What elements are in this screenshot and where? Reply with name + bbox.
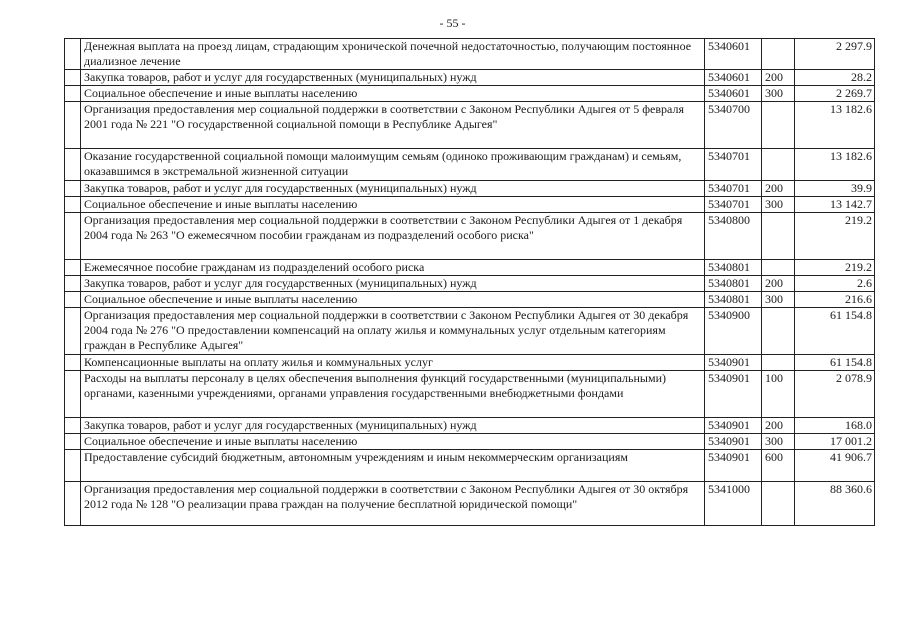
row-type-cell (762, 102, 795, 149)
row-blank-cell (65, 482, 81, 526)
row-amount-cell: 17 001.2 (795, 434, 875, 450)
row-blank-cell (65, 292, 81, 308)
table-row (65, 149, 875, 181)
row-blank-cell (65, 355, 81, 371)
row-amount-cell: 61 154.8 (795, 308, 875, 355)
row-type-cell: 200 (762, 418, 795, 434)
row-amount-cell: 13 182.6 (795, 102, 875, 149)
row-name-cell: Организация предоставления мер социальной поддержки в соответствии с Законом Республики Адыгея от 5 февраля 2001 года № 221 "О государственной социальной помощи в Республике Адыгея" (81, 102, 705, 149)
row-code-cell: 5340701 (705, 197, 762, 213)
table-row (65, 181, 875, 197)
row-amount-cell: 13 182.6 (795, 149, 875, 181)
row-code-cell: 5340700 (705, 102, 762, 149)
row-amount-cell: 39.9 (795, 181, 875, 197)
row-amount-cell: 168.0 (795, 418, 875, 434)
row-amount-cell: 41 906.7 (795, 450, 875, 482)
row-amount-cell: 61 154.8 (795, 355, 875, 371)
table-row (65, 86, 875, 102)
table-row (65, 39, 875, 70)
row-code-cell: 5340900 (705, 308, 762, 355)
row-blank-cell (65, 260, 81, 276)
row-name-cell: Социальное обеспечение и иные выплаты населению (81, 434, 705, 450)
row-name-cell: Предоставление субсидий бюджетным, автономным учреждениям и иным некоммерческим организациям (81, 450, 705, 482)
row-amount-cell: 219.2 (795, 213, 875, 260)
row-code-cell: 5340701 (705, 149, 762, 181)
row-name-cell: Оказание государственной социальной помощи малоимущим семьям (одиноко проживающим гражданам) и семьям, оказавшимся в экстремальной жизненной ситуации (81, 149, 705, 181)
row-type-cell: 300 (762, 292, 795, 308)
page-number: - 55 - (439, 16, 466, 30)
row-name-cell: Организация предоставления мер социальной поддержки в соответствии с Законом Республики Адыгея от 1 декабря 2004 года № 263 "О ежемесячном пособии гражданам из подразделений особого риска" (81, 213, 705, 260)
table-row (65, 197, 875, 213)
row-name-cell: Денежная выплата на проезд лицам, страдающим хронической почечной недостаточностью, получающим постоянное диализное лечение (81, 39, 705, 70)
row-code-cell: 5340601 (705, 39, 762, 70)
row-code-cell: 5340701 (705, 181, 762, 197)
row-blank-cell (65, 70, 81, 86)
row-code-cell: 5341000 (705, 482, 762, 526)
row-code-cell: 5340801 (705, 276, 762, 292)
row-name-cell: Закупка товаров, работ и услуг для государственных (муниципальных) нужд (81, 181, 705, 197)
row-blank-cell (65, 197, 81, 213)
row-type-cell: 300 (762, 197, 795, 213)
row-amount-cell: 2 269.7 (795, 86, 875, 102)
row-blank-cell (65, 39, 81, 70)
row-code-cell: 5340601 (705, 70, 762, 86)
table-row (65, 434, 875, 450)
row-type-cell: 600 (762, 450, 795, 482)
row-type-cell (762, 213, 795, 260)
row-name-cell: Организация предоставления мер социальной поддержки в соответствии с Законом Республики Адыгея от 30 октября 2012 года № 128 "О реализации права граждан на получение бесплатной юридической помощи" (81, 482, 705, 526)
row-type-cell (762, 149, 795, 181)
row-code-cell: 5340901 (705, 434, 762, 450)
row-code-cell: 5340801 (705, 292, 762, 308)
row-amount-cell: 2 297.9 (795, 39, 875, 70)
row-amount-cell: 216.6 (795, 292, 875, 308)
row-name-cell: Ежемесячное пособие гражданам из подразделений особого риска (81, 260, 705, 276)
row-type-cell (762, 260, 795, 276)
row-type-cell (762, 482, 795, 526)
table-row (65, 213, 875, 260)
row-code-cell: 5340800 (705, 213, 762, 260)
row-name-cell: Социальное обеспечение и иные выплаты населению (81, 197, 705, 213)
row-code-cell: 5340901 (705, 418, 762, 434)
table-row (65, 418, 875, 434)
row-amount-cell: 219.2 (795, 260, 875, 276)
table-row (65, 102, 875, 149)
table-row (65, 482, 875, 526)
row-blank-cell (65, 276, 81, 292)
row-name-cell: Расходы на выплаты персоналу в целях обеспечения выполнения функций государственными (муниципальными) органами, казенными учреждениями, органами управления государственными внебюджетными фондами (81, 371, 705, 418)
row-type-cell (762, 355, 795, 371)
row-name-cell: Закупка товаров, работ и услуг для государственных (муниципальных) нужд (81, 418, 705, 434)
table-row (65, 260, 875, 276)
row-blank-cell (65, 86, 81, 102)
row-type-cell (762, 39, 795, 70)
row-blank-cell (65, 181, 81, 197)
row-type-cell: 200 (762, 181, 795, 197)
row-code-cell: 5340901 (705, 371, 762, 418)
table-row (65, 70, 875, 86)
row-type-cell: 300 (762, 86, 795, 102)
row-code-cell: 5340801 (705, 260, 762, 276)
budget-table (64, 38, 875, 526)
row-amount-cell: 88 360.6 (795, 482, 875, 526)
row-type-cell: 200 (762, 276, 795, 292)
table-row (65, 292, 875, 308)
row-name-cell: Социальное обеспечение и иные выплаты населению (81, 292, 705, 308)
row-amount-cell: 28.2 (795, 70, 875, 86)
table-row (65, 355, 875, 371)
row-blank-cell (65, 450, 81, 482)
row-blank-cell (65, 213, 81, 260)
table-row (65, 371, 875, 418)
row-blank-cell (65, 308, 81, 355)
table-body (65, 39, 875, 526)
row-blank-cell (65, 102, 81, 149)
row-code-cell: 5340901 (705, 355, 762, 371)
row-blank-cell (65, 418, 81, 434)
row-name-cell: Компенсационные выплаты на оплату жилья и коммунальных услуг (81, 355, 705, 371)
row-name-cell: Закупка товаров, работ и услуг для государственных (муниципальных) нужд (81, 70, 705, 86)
row-type-cell (762, 308, 795, 355)
row-type-cell: 100 (762, 371, 795, 418)
row-amount-cell: 2.6 (795, 276, 875, 292)
row-blank-cell (65, 149, 81, 181)
row-amount-cell: 13 142.7 (795, 197, 875, 213)
row-blank-cell (65, 371, 81, 418)
table-row (65, 276, 875, 292)
row-blank-cell (65, 434, 81, 450)
row-code-cell: 5340601 (705, 86, 762, 102)
row-code-cell: 5340901 (705, 450, 762, 482)
table-row (65, 308, 875, 355)
row-name-cell: Организация предоставления мер социальной поддержки в соответствии с Законом Республики Адыгея от 30 декабря 2004 года № 276 "О предоставлении компенсаций на оплату жилья и коммунальных услуг отдельным категориям граждан в Республике Адыгея" (81, 308, 705, 355)
row-name-cell: Социальное обеспечение и иные выплаты населению (81, 86, 705, 102)
row-name-cell: Закупка товаров, работ и услуг для государственных (муниципальных) нужд (81, 276, 705, 292)
row-type-cell: 200 (762, 70, 795, 86)
row-amount-cell: 2 078.9 (795, 371, 875, 418)
row-type-cell: 300 (762, 434, 795, 450)
table-row (65, 450, 875, 482)
